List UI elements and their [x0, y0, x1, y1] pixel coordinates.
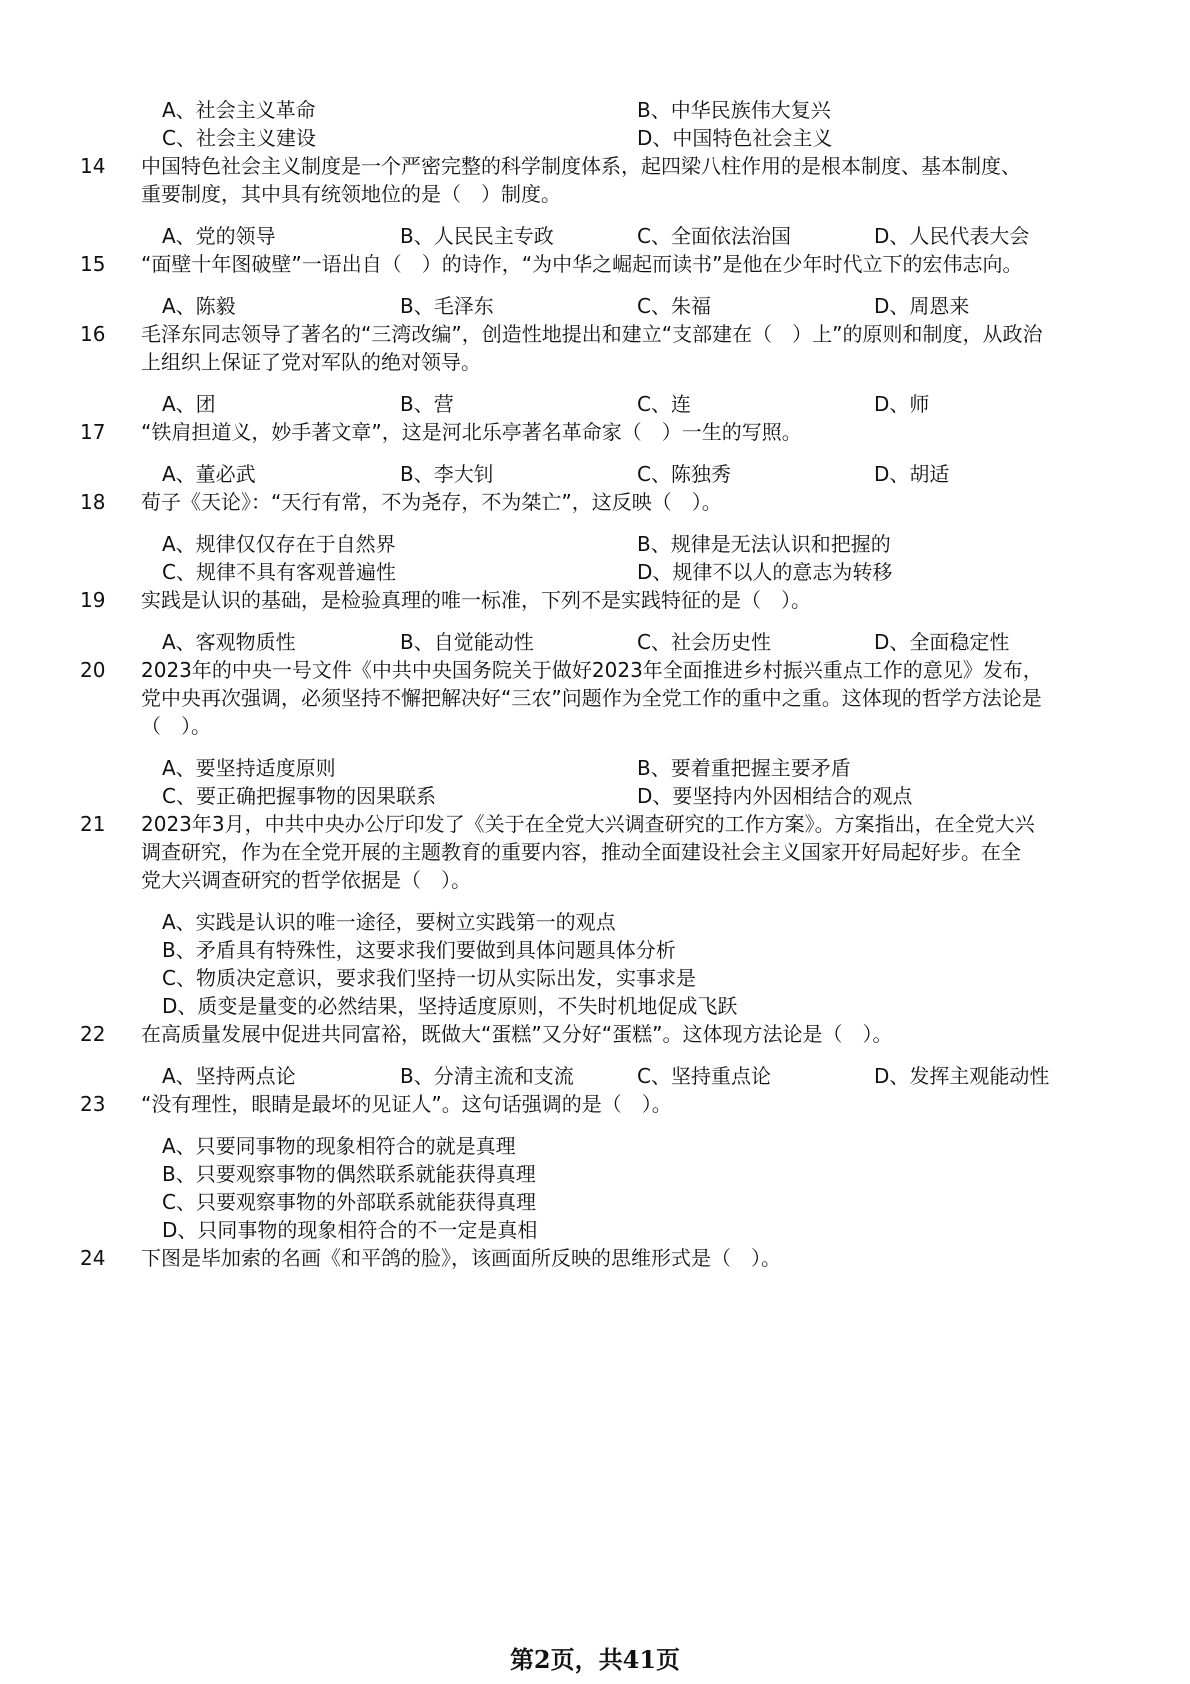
q14-option-b: B、人民民主专政 [400, 224, 554, 248]
q18-stem-line-1: 荀子《天论》：“天行有常，不为尧存，不为桀亡”，这反映（ ）。 [141, 490, 722, 514]
q14-option-c: C、全面依法治国 [637, 224, 791, 248]
q21-option-d: D、质变是量变的必然结果，坚持适度原则，不失时机地促成飞跃 [162, 994, 738, 1018]
q17-option-b: B、李大钊 [400, 462, 494, 486]
q23-option-c: C、只要观察事物的外部联系就能获得真理 [162, 1190, 536, 1214]
q13-option-b: B、中华民族伟大复兴 [637, 98, 831, 122]
q14-stem-line-2: 重要制度，其中具有统领地位的是（ ）制度。 [141, 182, 561, 206]
q20-option-b: B、要着重把握主要矛盾 [637, 756, 851, 780]
q13-option-d: D、中国特色社会主义 [637, 126, 833, 150]
q19-option-b: B、自觉能动性 [400, 630, 534, 654]
q14-number: 14 [80, 154, 106, 178]
q20-number: 20 [80, 658, 106, 682]
q22-option-b: B、分清主流和支流 [400, 1064, 574, 1088]
q16-number: 16 [80, 322, 106, 346]
q20-option-d: D、要坚持内外因相结合的观点 [637, 784, 913, 808]
q17-stem-line-1: “铁肩担道义，妙手著文章”，这是河北乐亭著名革命家（ ）一生的写照。 [141, 420, 802, 444]
q21-option-b: B、矛盾具有特殊性，这要求我们要做到具体问题具体分析 [162, 938, 676, 962]
q16-option-d: D、师 [874, 392, 930, 416]
q19-stem-line-1: 实践是认识的基础，是检验真理的唯一标准，下列不是实践特征的是（ ）。 [141, 588, 811, 612]
q20-stem-line-1: 2023年的中央一号文件《中共中央国务院关于做好2023年全面推进乡村振兴重点工作的意见》发布， [141, 658, 1043, 682]
q23-option-d: D、只同事物的现象相符合的不一定是真相 [162, 1218, 538, 1242]
q15-option-d: D、周恩来 [874, 294, 970, 318]
q16-option-c: C、连 [637, 392, 691, 416]
q16-option-b: B、营 [400, 392, 454, 416]
q21-option-c: C、物质决定意识，要求我们坚持一切从实际出发，实事求是 [162, 966, 696, 990]
q17-option-d: D、胡适 [874, 462, 950, 486]
q22-option-c: C、坚持重点论 [637, 1064, 771, 1088]
q24-stem-line-1: 下图是毕加索的名画《和平鸽的脸》，该画面所反映的思维形式是（ ）。 [141, 1246, 781, 1270]
q18-option-a: A、规律仅仅存在于自然界 [162, 532, 396, 556]
q21-stem-line-1: 2023年3月，中共中央办公厅印发了《关于在全党大兴调查研究的工作方案》。方案指出，在全党大兴 [141, 812, 1035, 836]
q19-number: 19 [80, 588, 106, 612]
q19-option-a: A、客观物质性 [162, 630, 296, 654]
q14-stem-line-1: 中国特色社会主义制度是一个严密完整的科学制度体系，起四梁八柱作用的是根本制度、基本制度、 [141, 154, 1021, 178]
q21-option-a: A、实践是认识的唯一途径，要树立实践第一的观点 [162, 910, 616, 934]
q17-number: 17 [80, 420, 106, 444]
q23-option-b: B、只要观察事物的偶然联系就能获得真理 [162, 1162, 536, 1186]
q18-option-c: C、规律不具有客观普遍性 [162, 560, 396, 584]
q23-option-a: A、只要同事物的现象相符合的就是真理 [162, 1134, 516, 1158]
q16-stem-line-2: 上组织上保证了党对军队的绝对领导。 [141, 350, 481, 374]
page-footer: 第2页，共41页 [509, 1645, 681, 1674]
q21-stem-line-3: 党大兴调查研究的哲学依据是（ ）。 [141, 868, 471, 892]
q17-option-c: C、陈独秀 [637, 462, 731, 486]
q18-option-d: D、规律不以人的意志为转移 [637, 560, 893, 584]
q20-option-c: C、要正确把握事物的因果联系 [162, 784, 436, 808]
q16-option-a: A、团 [162, 392, 216, 416]
q23-number: 23 [80, 1092, 106, 1116]
q15-number: 15 [80, 252, 106, 276]
q18-number: 18 [80, 490, 106, 514]
q17-option-a: A、董必武 [162, 462, 256, 486]
q24-number: 24 [80, 1246, 106, 1270]
q18-option-b: B、规律是无法认识和把握的 [637, 532, 891, 556]
q19-option-d: D、全面稳定性 [874, 630, 1010, 654]
q16-stem-line-1: 毛泽东同志领导了著名的“三湾改编”，创造性地提出和建立“支部建在（ ）上”的原则和制度，从政治 [141, 322, 1043, 346]
q22-option-d: D、发挥主观能动性 [874, 1064, 1050, 1088]
q20-stem-line-3: （ ）。 [141, 714, 211, 738]
q22-option-a: A、坚持两点论 [162, 1064, 296, 1088]
q14-option-d: D、人民代表大会 [874, 224, 1030, 248]
q20-option-a: A、要坚持适度原则 [162, 756, 336, 780]
q14-option-a: A、党的领导 [162, 224, 276, 248]
q15-option-c: C、朱福 [637, 294, 711, 318]
q15-option-a: A、陈毅 [162, 294, 236, 318]
q13-option-c: C、社会主义建设 [162, 126, 316, 150]
q23-stem-line-1: “没有理性，眼睛是最坏的见证人”。这句话强调的是（ ）。 [141, 1092, 672, 1116]
q15-option-b: B、毛泽东 [400, 294, 494, 318]
q20-stem-line-2: 党中央再次强调，必须坚持不懈把解决好“三农”问题作为全党工作的重中之重。这体现的哲学方法论是 [141, 686, 1042, 710]
q21-number: 21 [80, 812, 106, 836]
q21-stem-line-2: 调查研究，作为在全党开展的主题教育的重要内容，推动全面建设社会主义国家开好局起好步。在全 [141, 840, 1021, 864]
q22-stem-line-1: 在高质量发展中促进共同富裕，既做大“蛋糕”又分好“蛋糕”。这体现方法论是（ ）。 [141, 1022, 893, 1046]
q13-option-a: A、社会主义革命 [162, 98, 316, 122]
q19-option-c: C、社会历史性 [637, 630, 771, 654]
q22-number: 22 [80, 1022, 106, 1046]
q15-stem-line-1: “面壁十年图破壁”一语出自（ ）的诗作，“为中华之崛起而读书”是他在少年时代立下的宏伟志向。 [141, 252, 1023, 276]
